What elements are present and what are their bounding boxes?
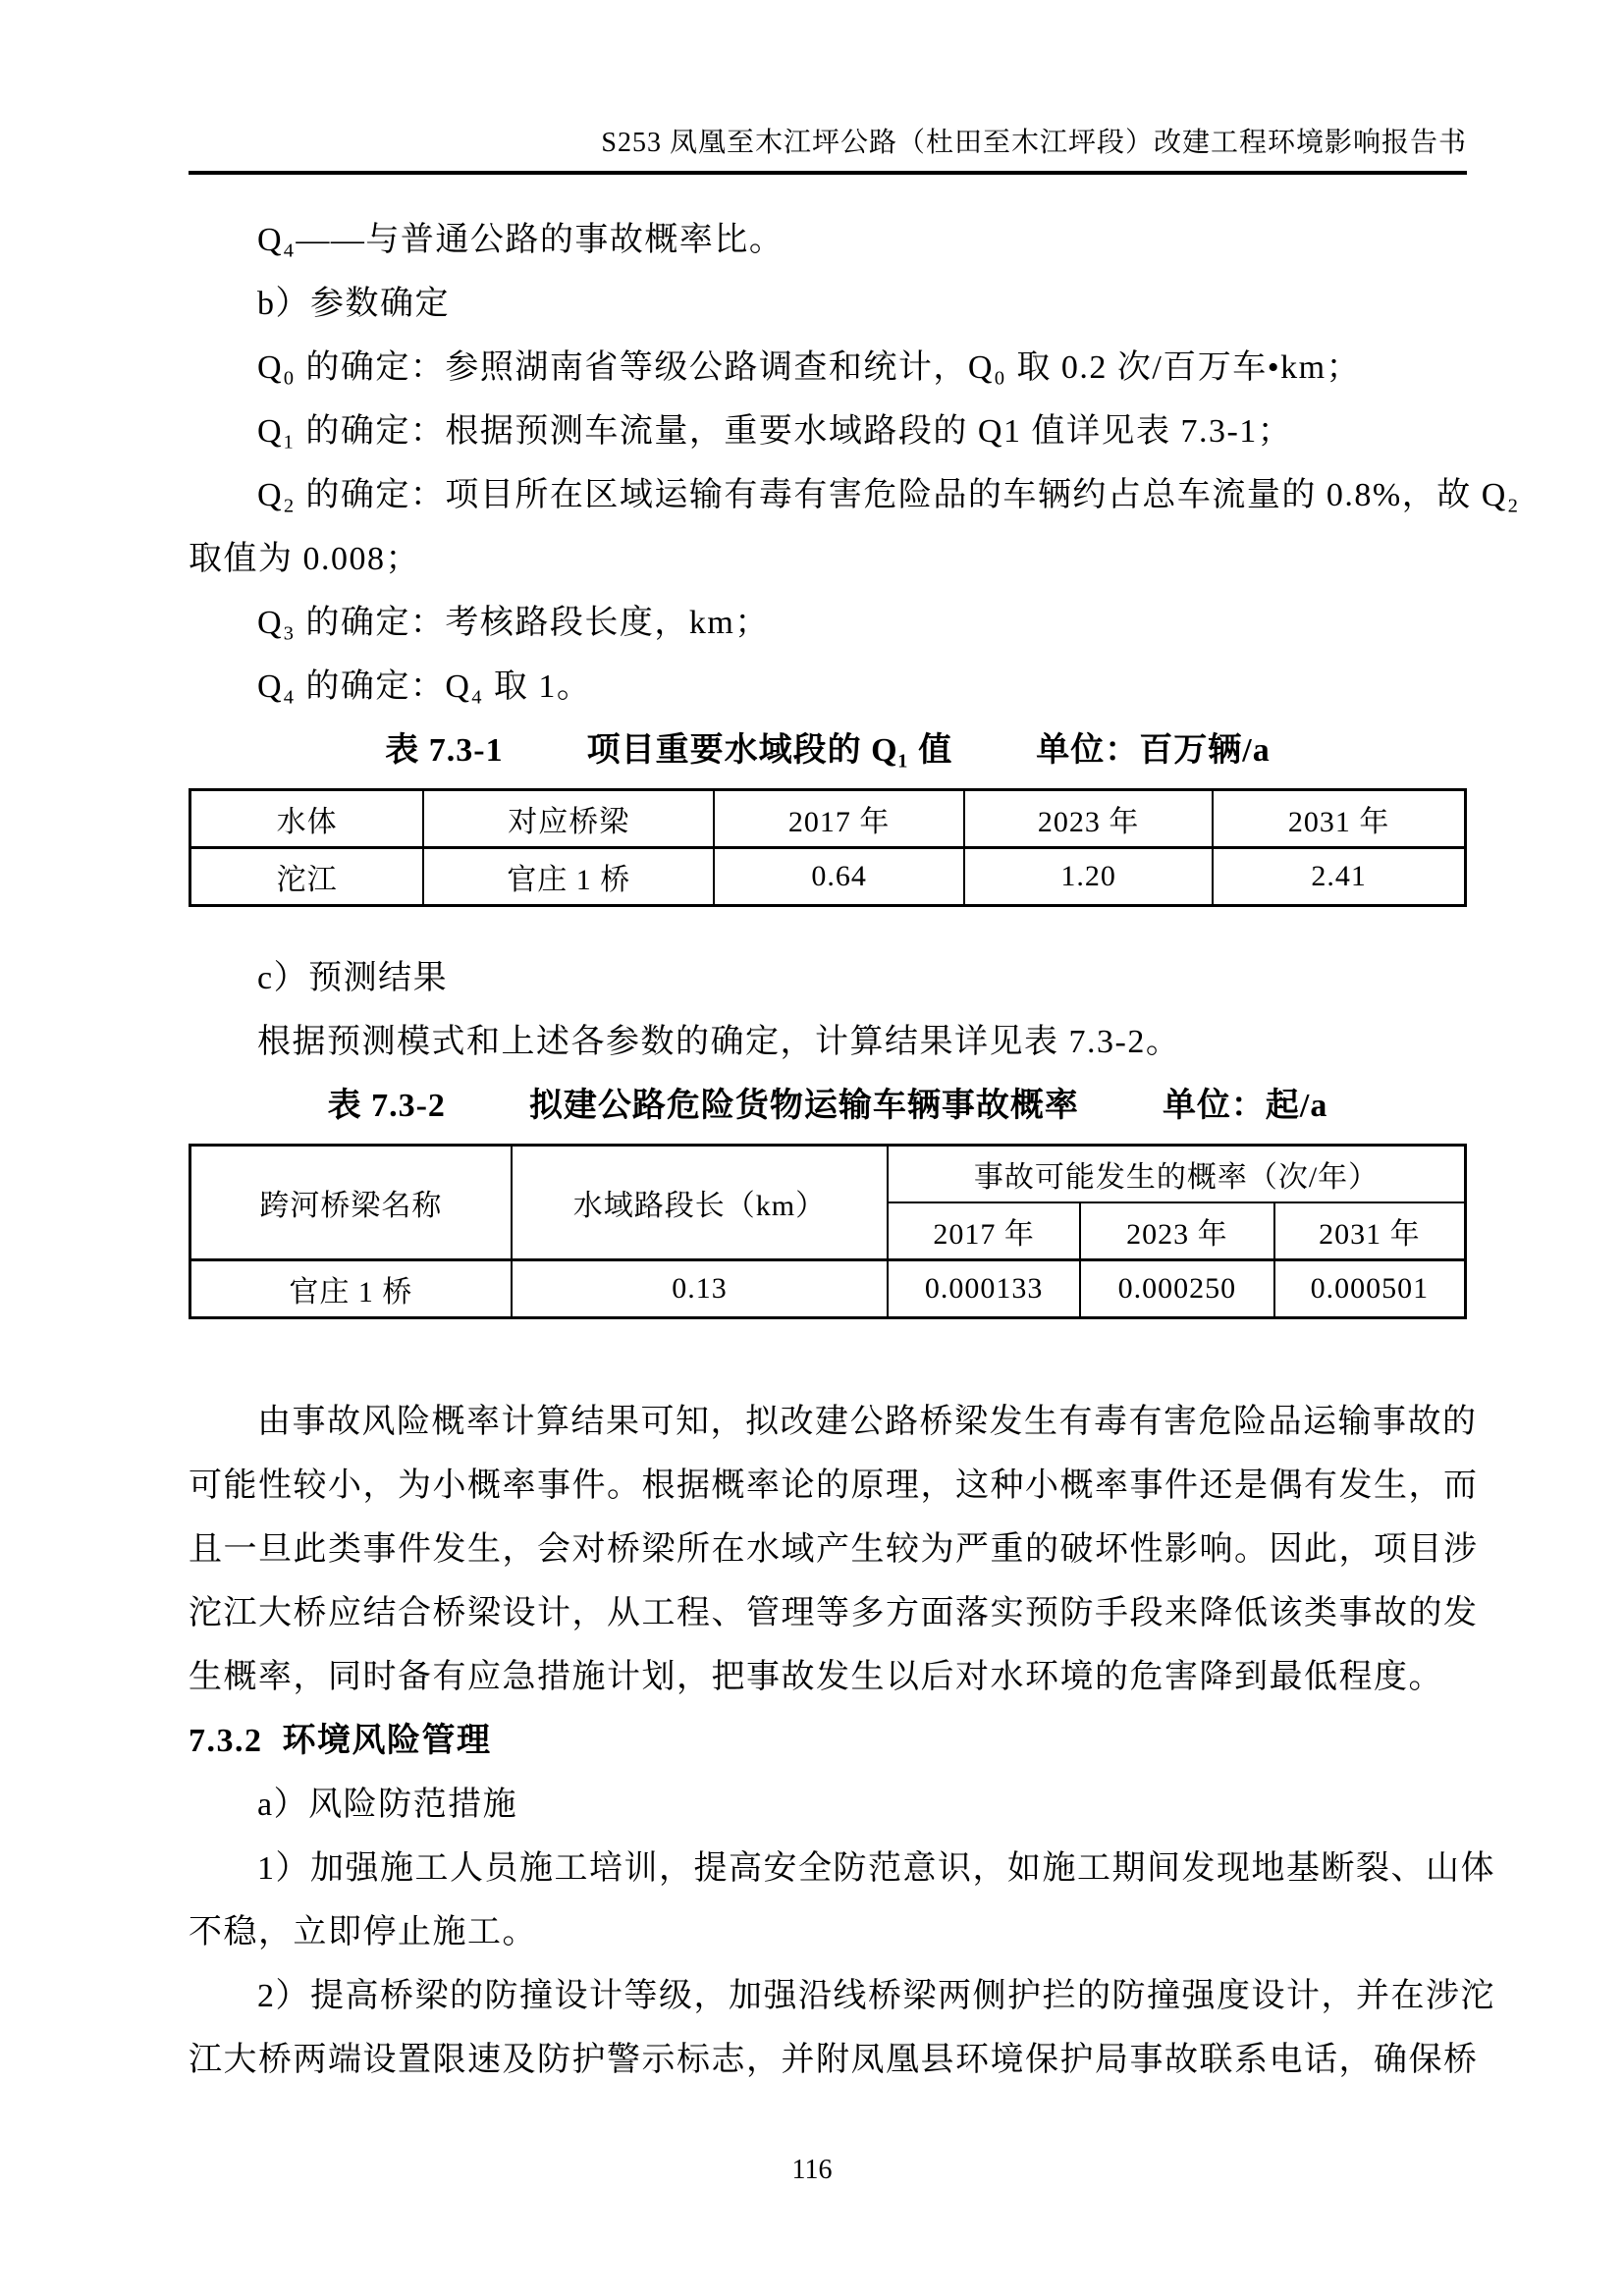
paragraph-line: 由事故风险概率计算结果可知，拟改建公路桥梁发生有毒有害危险品运输事故的	[257, 1404, 1478, 1440]
body-line-section-c: c）预测结果	[257, 960, 449, 996]
body-line-q4: Q₄ 的确定：Q₄ 取 1。	[257, 668, 592, 705]
table2-caption-unit: 单位：起/a	[1162, 1088, 1328, 1124]
table1-header-row	[190, 790, 1466, 848]
table2-cell-2017: 0.000133	[888, 1260, 1080, 1318]
table-7-3-1	[189, 788, 1467, 907]
table1-header-2017: 2017 年	[714, 790, 964, 848]
table1-caption-unit: 单位：百万辆/a	[1036, 732, 1271, 769]
table1-data-row	[190, 848, 1466, 906]
paragraph-line: 沱江大桥应结合桥梁设计，从工程、管理等多方面落实预防手段来降低该类事故的发	[189, 1595, 1479, 1631]
table1-caption	[189, 719, 1467, 782]
heading-7-3-2: 7.3.2 环境风险管理	[189, 1723, 492, 1759]
table1-header-2031: 2031 年	[1213, 790, 1465, 848]
header-title: S253 凤凰至木江坪公路（杜田至木江坪段）改建工程环境影响报告书	[601, 128, 1467, 158]
table1-header-water: 水体	[190, 790, 424, 848]
table1-cell-bridge: 官庄 1 桥	[423, 848, 714, 906]
body-line-q1: Q₁ 的确定：根据预测车流量，重要水域路段的 Q1 值详见表 7.3-1；	[257, 413, 1293, 450]
table2-header-2023: 2023 年	[1080, 1202, 1273, 1260]
table1-header-bridge: 对应桥梁	[423, 790, 714, 848]
list-item-2-line: 江大桥两端设置限速及防护警示标志，并附凤凰县环境保护局事故联系电话，确保桥	[189, 2042, 1479, 2078]
table1-cell-2031: 2.41	[1213, 848, 1465, 906]
table2-caption-label: 表 7.3-2	[327, 1088, 446, 1124]
table2-caption	[189, 1074, 1467, 1138]
table2-header-probability-group: 事故可能发生的概率（次/年）	[888, 1146, 1465, 1203]
paragraph-line: 生概率，同时备有应急措施计划，把事故发生以后对水环境的危害降到最低程度。	[189, 1659, 1443, 1695]
table2-cell-bridge: 官庄 1 桥	[190, 1260, 512, 1318]
table1-header-2023: 2023 年	[964, 790, 1213, 848]
table-7-3-2	[189, 1144, 1467, 1319]
paragraph-line: 且一旦此类事件发生，会对桥梁所在水域产生较为严重的破坏性影响。因此，项目涉	[189, 1531, 1479, 1568]
table1-caption-label: 表 7.3-1	[385, 732, 504, 769]
table2-header-segment-length: 水域路段长（km）	[512, 1146, 888, 1260]
table1-caption-title: 项目重要水域段的 Q₁ 值	[586, 732, 953, 769]
table2-cell-length: 0.13	[512, 1260, 888, 1318]
table2-header-2031: 2031 年	[1274, 1202, 1466, 1260]
paragraph-line: 可能性较小，为小概率事件。根据概率论的原理，这种小概率事件还是偶有发生，而	[189, 1468, 1479, 1504]
table1-cell-water: 沱江	[190, 848, 424, 906]
body-line-section-a: a）风险防范措施	[257, 1787, 518, 1823]
body-line-q2-continuation: 取值为 0.008；	[189, 541, 420, 577]
list-item-1-line: 不稳，立即停止施工。	[189, 1914, 537, 1950]
table2-data-row	[190, 1260, 1466, 1318]
table2-cell-2031: 0.000501	[1274, 1260, 1466, 1318]
table2-header-2017: 2017 年	[888, 1202, 1080, 1260]
list-item-2-line: 2）提高桥梁的防撞设计等级，加强沿线桥梁两侧护拦的防撞强度设计，并在涉沱	[257, 1978, 1495, 2014]
header-rule	[189, 171, 1467, 175]
table2-header-bridge-name: 跨河桥梁名称	[190, 1146, 512, 1260]
table2-group-header-row	[190, 1146, 1466, 1203]
table1-cell-2017: 0.64	[714, 848, 964, 906]
body-line-q2: Q₂ 的确定：项目所在区域运输有毒有害危险品的车辆约占总车流量的 0.8%，故 Q₂	[257, 477, 1521, 513]
body-line-q3: Q₃ 的确定：考核路段长度，km；	[257, 605, 770, 641]
body-line-section-c-text: 根据预测模式和上述各参数的确定，计算结果详见表 7.3-2。	[257, 1024, 1181, 1060]
list-item-1-line: 1）加强施工人员施工培训，提高安全防范意识，如施工期间发现地基断裂、山体	[257, 1850, 1495, 1887]
body-line-q0: Q₀ 的确定：参照湖南省等级公路调查和统计，Q₀ 取 0.2 次/百万车•km；	[257, 349, 1362, 386]
table1-cell-2023: 1.20	[964, 848, 1213, 906]
table2-cell-2023: 0.000250	[1080, 1260, 1273, 1318]
body-line-section-b: b）参数确定	[257, 286, 450, 322]
page-header	[189, 0, 1467, 175]
body-line-q4-definition: Q₄——与普通公路的事故概率比。	[257, 222, 785, 258]
table2-caption-title: 拟建公路危险货物运输车辆事故概率	[528, 1088, 1079, 1124]
page-number: 116	[791, 2155, 833, 2185]
